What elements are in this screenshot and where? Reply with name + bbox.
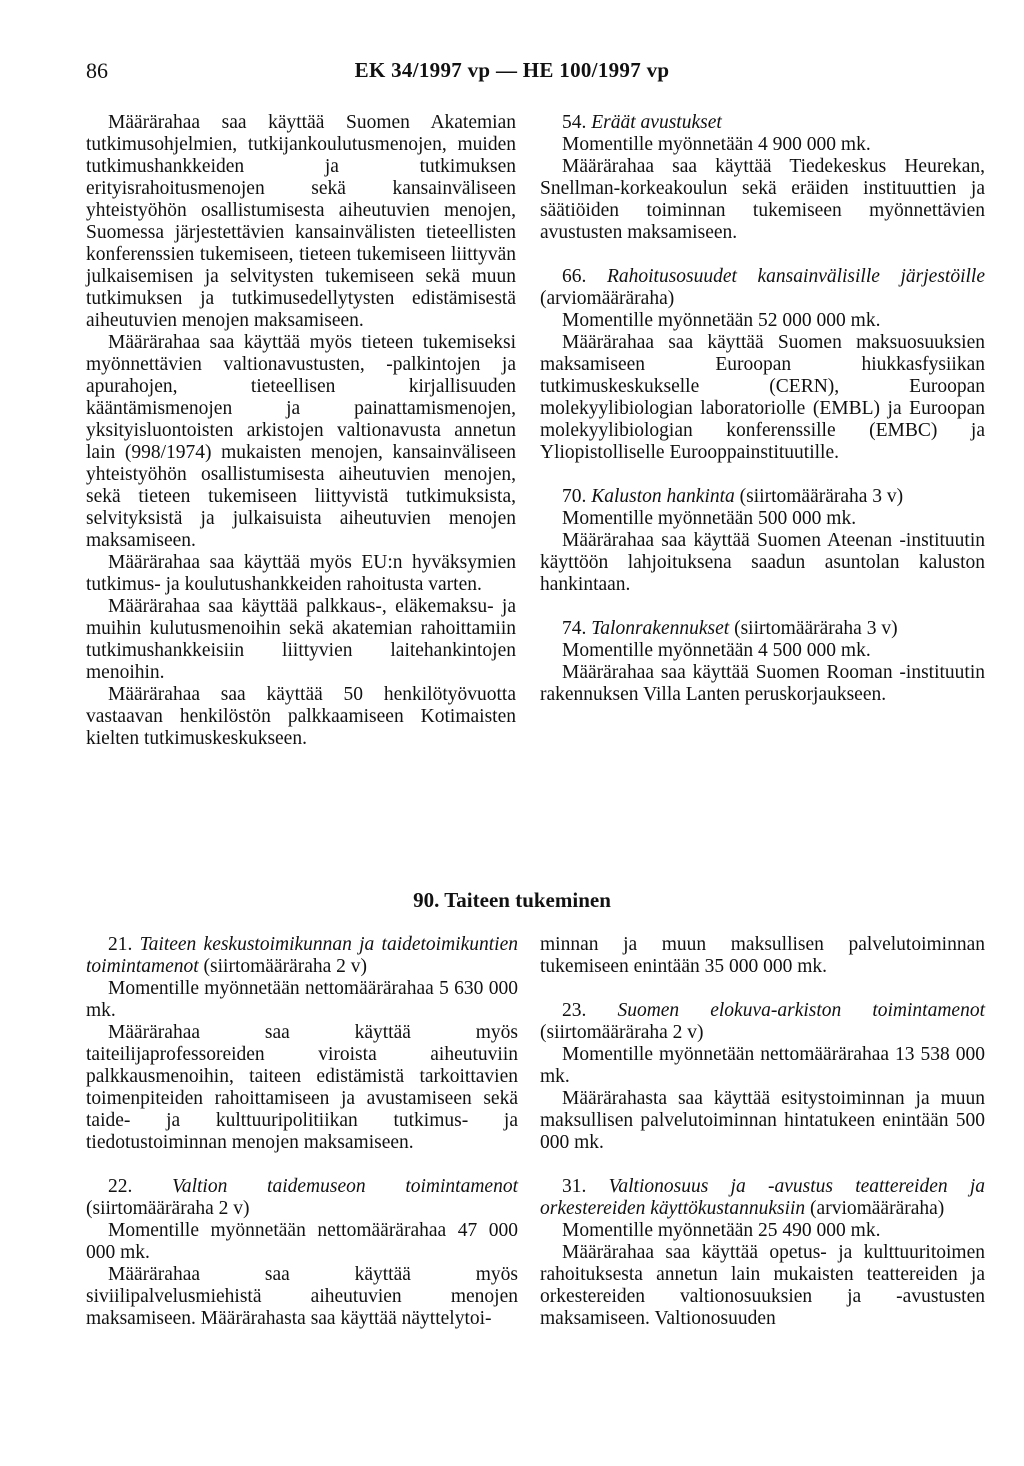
item-title: Suomen elokuva-arkiston toimintamenot bbox=[617, 1000, 985, 1021]
item-number: 31. bbox=[562, 1176, 587, 1197]
item-amount: Momentille myönnetään nettomäärärahaa 5 630 000 mk. bbox=[86, 978, 518, 1021]
item-number: 74. bbox=[562, 618, 587, 639]
page-number: 86 bbox=[86, 58, 108, 83]
item-amount: Momentille myönnetään 500 000 mk. bbox=[562, 508, 857, 529]
item-amount: Momentille myönnetään 52 000 000 mk. bbox=[562, 310, 881, 331]
item-amount: Momentille myönnetään nettomäärärahaa 13 538 000 mk. bbox=[540, 1044, 985, 1087]
item-suffix: (siirtomääräraha 2 v) bbox=[540, 1022, 704, 1043]
item-text: Määrärahaa saa käyttää Suomen Rooman -instituutin rakennuksen Villa Lanten peruskorjaukseen. bbox=[540, 662, 985, 705]
item-text: Määrärahaa saa käyttää Tiedekeskus Heurekan, Snellman-korkeakoulun sekä eräiden instituuttien ja säätiöiden toiminnan tukemiseen myönnettävien avustusten maksamiseen. bbox=[540, 156, 985, 243]
item-title: Valtion taidemuseon toimintamenot bbox=[172, 1176, 518, 1197]
item-23-heading bbox=[540, 1000, 985, 1044]
upper-left-column bbox=[86, 112, 516, 750]
item-text: Määrärahaa saa käyttää myös siviilipalvelusmiehistä aiheutuvien menojen maksamiseen. Määrärahasta saa käyttää näyttelytoi- bbox=[86, 1264, 518, 1329]
item-suffix: (siirtomääräraha 3 v) bbox=[734, 618, 898, 639]
item-text: Määrärahaa saa käyttää Suomen maksuosuuksien maksamiseen Euroopan hiukkasfysiikan tutkimuskeskukselle (CERN), Euroopan molekyylibiologian laboratoriolle (EMBL) ja Euroopan molekyylibiologian konferenssille (EMBC) ja Yliopistolliselle Eurooppainstituutille. bbox=[540, 332, 985, 463]
item-title: Taiteen keskustoimikunnan ja taidetoimikuntien toimintamenot bbox=[86, 934, 518, 977]
item-text: Määrärahaa saa käyttää Suomen Ateenan -instituutin käyttöön lahjoituksena saadun asuntolan kaluston hankintaan. bbox=[540, 530, 985, 595]
item-number: 70. bbox=[562, 486, 587, 507]
item-title: Kaluston hankinta bbox=[591, 486, 735, 507]
item-title: Rahoitusosuudet kansainvälisille järjestöille bbox=[606, 266, 985, 287]
item-text: Määrärahaa saa käyttää opetus- ja kulttuuritoimen rahoituksesta annetun lain mukaisten teattereiden ja orkestereiden valtionosuuksien ja -avustusten maksamiseen. Valtionosuuden bbox=[540, 1242, 985, 1329]
section-heading: 90. Taiteen tukeminen bbox=[413, 888, 611, 912]
item-74-heading bbox=[540, 618, 985, 640]
continued-text: minnan ja muun maksullisen palvelutoiminnan tukemiseen enintään 35 000 000 mk. bbox=[540, 934, 985, 977]
lower-left-column bbox=[86, 934, 518, 1330]
item-title: Talonrakennukset bbox=[591, 618, 730, 639]
item-amount: Momentille myönnetään 4 900 000 mk. bbox=[562, 134, 871, 155]
item-21-heading bbox=[86, 934, 518, 978]
item-70-heading bbox=[540, 486, 985, 508]
item-number: 66. bbox=[562, 266, 587, 287]
paragraph: Määrärahaa saa käyttää 50 henkilötyövuotta vastaavan henkilöstön palkkaamiseen Kotimaisten kielten tutkimuskeskukseen. bbox=[86, 684, 516, 749]
item-54-heading bbox=[540, 112, 985, 134]
item-number: 54. bbox=[562, 112, 587, 133]
item-suffix: (siirtomääräraha 2 v) bbox=[203, 956, 368, 977]
item-suffix: (siirtomääräraha 3 v) bbox=[739, 486, 904, 507]
item-66-heading bbox=[540, 266, 985, 310]
item-31-heading bbox=[540, 1176, 985, 1220]
item-number: 23. bbox=[562, 1000, 587, 1021]
item-title: Valtionosuus ja -avustus teattereiden ja orkestereiden käyttökustannuksiin bbox=[540, 1176, 986, 1219]
item-text: Määrärahaa saa käyttää myös taiteilijaprofessoreiden viroista aiheutuviin palkkausmenoihin, taiteen edistämistä tarkoittavien toimenpiteiden rahoittamiseen ja avustamiseen sekä taide- ja kulttuuripolitiikan tutkimus- ja tiedotustoiminnan menojen maksamiseen. bbox=[86, 1022, 518, 1153]
paragraph: Määrärahaa saa käyttää palkkaus-, eläkemaksu- ja muihin kulutusmenoihin sekä akatemian rahoittamiin tutkimushankkeisiin liittyvien laitehankintojen menoihin. bbox=[86, 596, 516, 683]
item-title: Eräät avustukset bbox=[591, 112, 722, 133]
item-22-heading bbox=[86, 1176, 518, 1220]
paragraph: Määrärahaa saa käyttää Suomen Akatemian tutkimusohjelmien, tutkijankoulutusmenojen, muiden tutkimushankkeiden ja tutkimuksen erityisrahoitusmenojen sekä kansainväliseen yhteistyöhön osallistumisesta aiheutuvien menojen, Suomessa järjestettävien kansainvälisten tieteellisten konferenssien tukemiseen, tieteen tukemiseen liittyvän julkaisemisen ja selvitysten tukemiseen sekä muun tutkimuksen ja tutkimusedellytysten edistämisestä aiheutuvien menojen maksamiseen. bbox=[86, 112, 516, 331]
item-text: Määrärahasta saa käyttää esitystoiminnan ja muun maksullisen palvelutoiminnan hintatukeen enintään 500 000 mk. bbox=[540, 1088, 985, 1153]
paragraph: Määrärahaa saa käyttää myös tieteen tukemiseksi myönnettävien valtionavustusten, -palkintojen ja apurahojen, tieteellisen kirjallisuuden kääntämismenojen ja painattamismenojen, yksityisluontoisten arkistojen valtionavusta annetun lain (998/1974) mukaisten menojen, kansainväliseen yhteistyöhön osallistumisesta aiheutuvien menojen, sekä tieteen tukemiseen liittyvistä tutkimuksista, selvityksistä ja julkaisuista aiheutuvien menojen maksamiseen. bbox=[86, 332, 516, 551]
item-suffix: (arviomääräraha) bbox=[810, 1198, 945, 1219]
item-number: 22. bbox=[108, 1176, 133, 1197]
item-amount: Momentille myönnetään 25 490 000 mk. bbox=[562, 1220, 881, 1241]
item-number: 21. bbox=[108, 934, 133, 955]
item-amount: Momentille myönnetään nettomäärärahaa 47 000 000 mk. bbox=[86, 1220, 518, 1263]
item-amount: Momentille myönnetään 4 500 000 mk. bbox=[562, 640, 871, 661]
upper-right-column bbox=[540, 112, 985, 706]
paragraph: Määrärahaa saa käyttää myös EU:n hyväksymien tutkimus- ja koulutushankkeiden rahoitusta varten. bbox=[86, 552, 516, 595]
item-suffix: (siirtomääräraha 2 v) bbox=[86, 1198, 250, 1219]
lower-right-column bbox=[540, 934, 985, 1330]
item-suffix: (arviomääräraha) bbox=[540, 288, 675, 309]
page-header: EK 34/1997 vp — HE 100/1997 vp bbox=[354, 58, 670, 82]
